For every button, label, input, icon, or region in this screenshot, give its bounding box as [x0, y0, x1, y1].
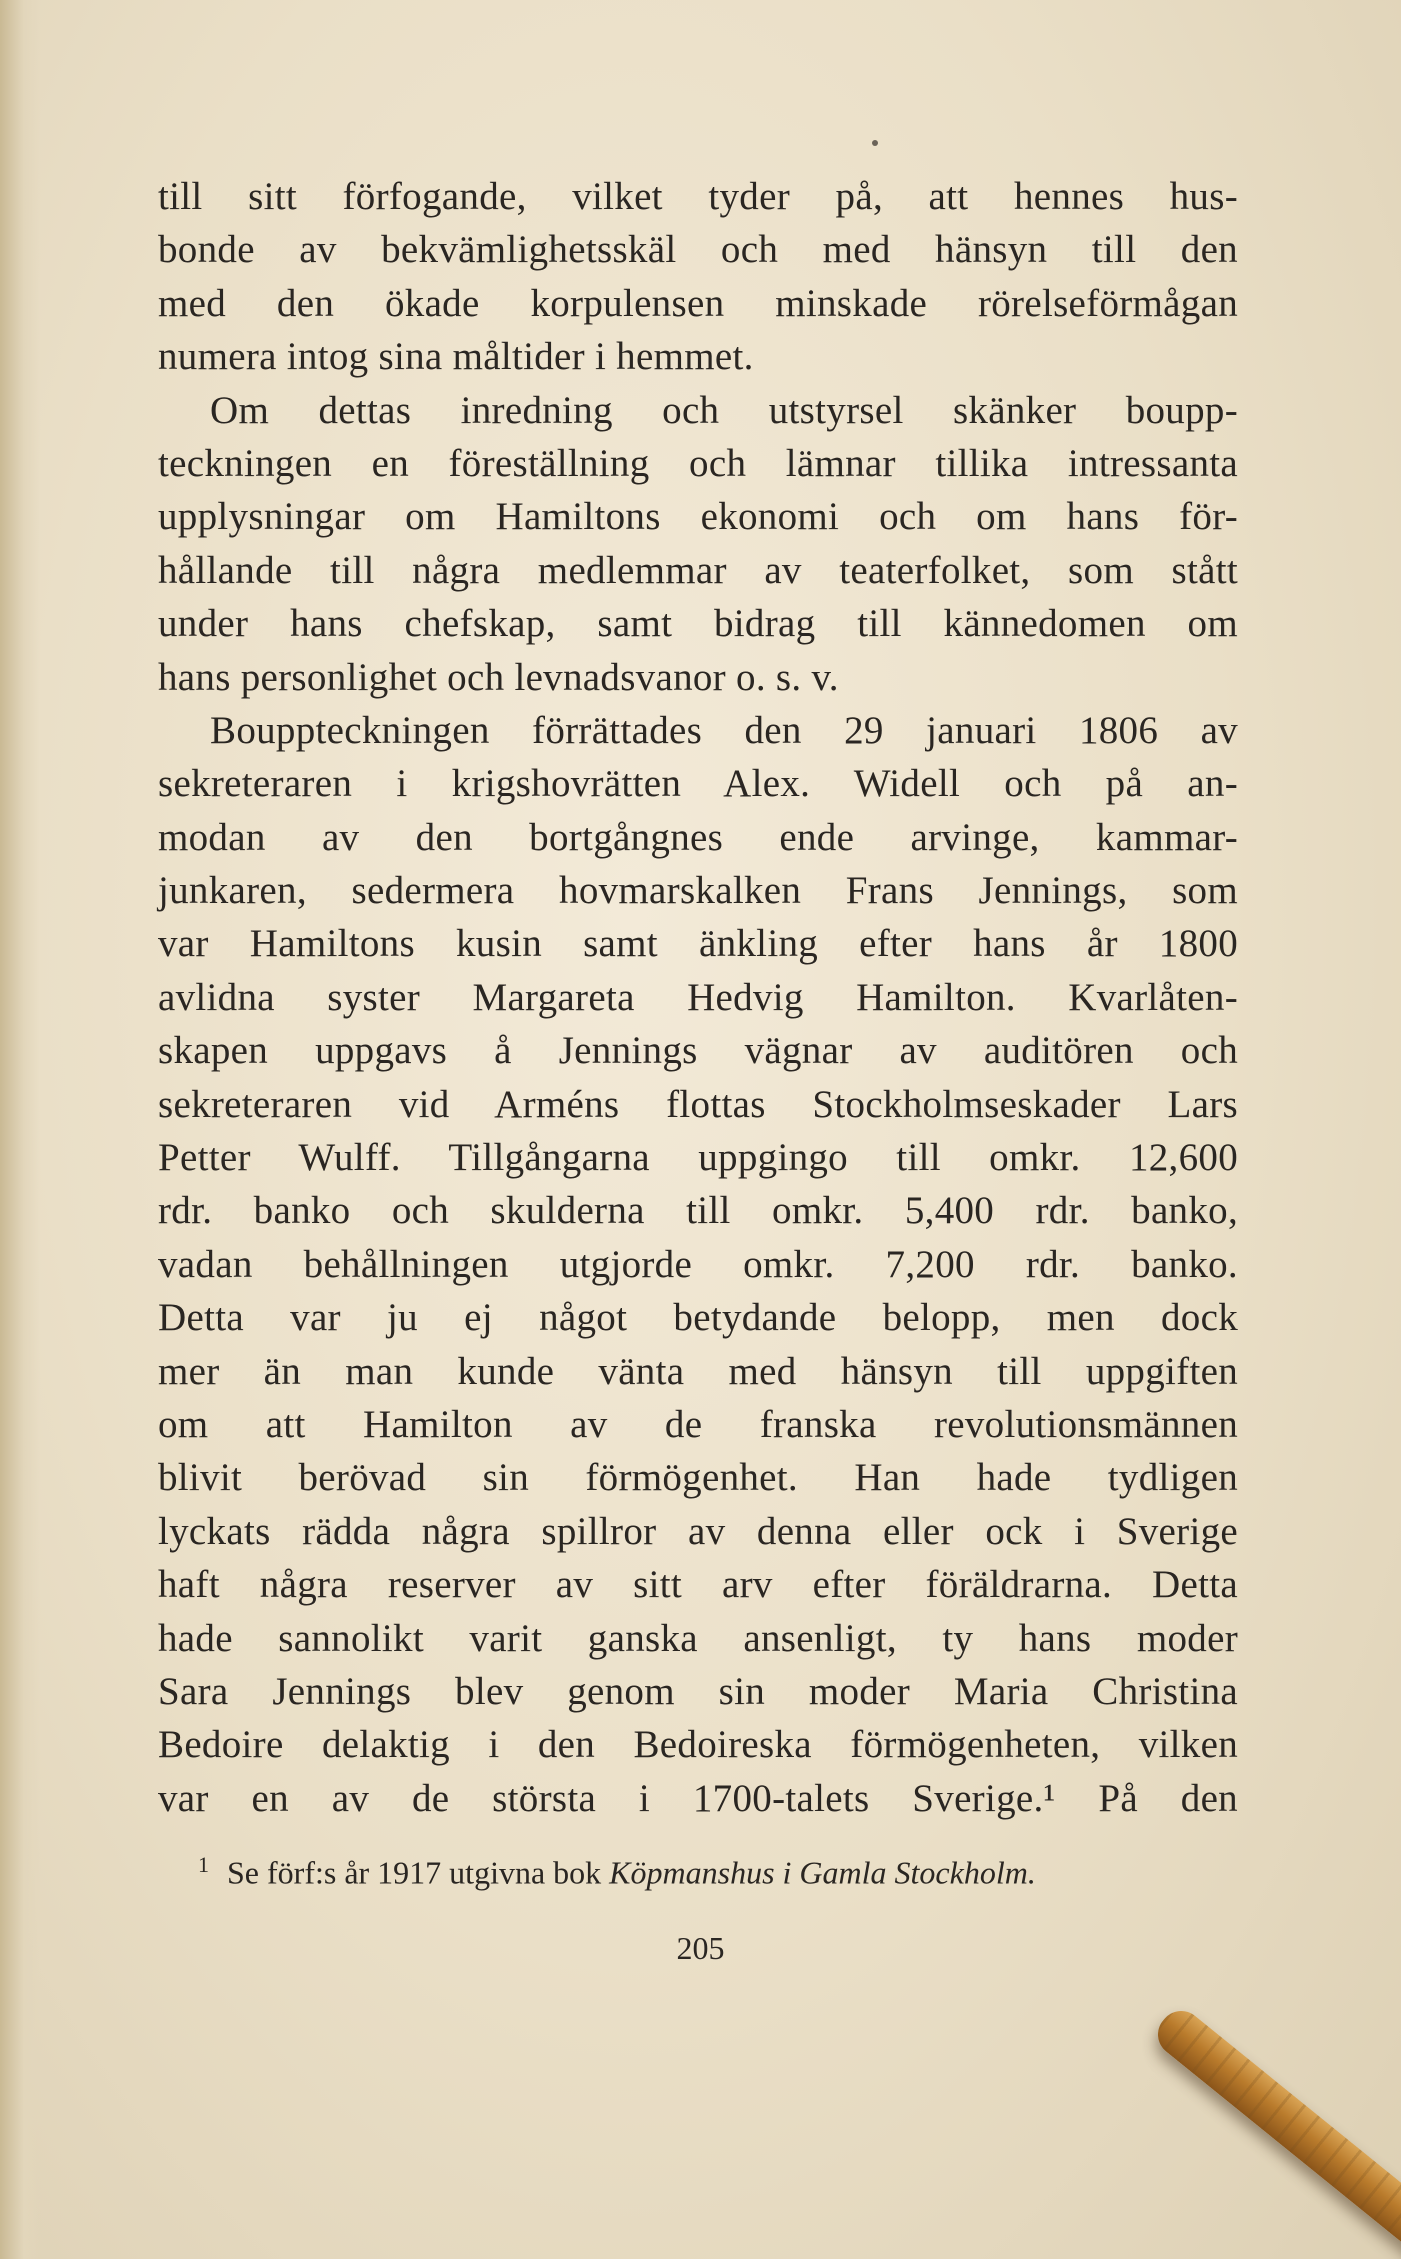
ink-speck	[872, 140, 878, 146]
text-line: rdr. banko och skulderna till omkr. 5,400 rdr. banko,	[158, 1189, 1238, 1233]
text-line: Petter Wulff. Tillgångarna uppgingo till omkr. 12,600	[158, 1136, 1238, 1180]
text-line: om att Hamilton av de franska revolutionsmännen	[158, 1402, 1238, 1446]
text-line: skapen uppgavs å Jennings vägnar av auditören och	[158, 1029, 1238, 1073]
text-line: haft några reserver av sitt arv efter föräldrarna. Detta	[158, 1563, 1238, 1607]
text-line: till sitt förfogande, vilket tyder på, att hennes hus-	[158, 175, 1238, 218]
text-line: var en av de största i 1700-talets Sverige.¹ På den	[158, 1776, 1238, 1820]
page-gutter-shadow	[0, 0, 40, 2259]
text-line: blivit berövad sin förmögenhet. Han hade tydligen	[158, 1456, 1238, 1500]
footnote-marker: 1	[198, 1852, 209, 1877]
body-text	[158, 170, 1238, 1825]
text-line: Sara Jennings blev genom sin moder Maria Christina	[158, 1669, 1238, 1713]
text-line: teckningen en föreställning och lämnar tillika intressanta	[158, 441, 1238, 485]
text-line: numera intog sina måltider i hemmet.	[158, 335, 754, 379]
text-line: hållande till några medlemmar av teaterfolket, som stått	[158, 548, 1238, 592]
text-line: lyckats rädda några spillror av denna eller ock i Sverige	[158, 1509, 1238, 1553]
text-line: var Hamiltons kusin samt änkling efter hans år 1800	[158, 922, 1238, 966]
text-line: Bedoire delaktig i den Bedoireska förmögenheten, vilken	[158, 1723, 1238, 1767]
text-line: sekreteraren i krigshovrätten Alex. Widell och på an-	[158, 762, 1238, 806]
text-line: bonde av bekvämlighetsskäl och med hänsyn till den	[158, 228, 1238, 272]
text-line: modan av den bortgångnes ende arvinge, kammar-	[158, 815, 1238, 859]
text-line: avlidna syster Margareta Hedvig Hamilton. Kvarlåten-	[158, 975, 1238, 1019]
text-line: sekreteraren vid Arméns flottas Stockholmseskader Lars	[158, 1082, 1238, 1126]
footnote	[198, 1852, 1248, 1892]
text-line: Bouppteckningen förrättades den 29 januari 1806 av	[210, 708, 1238, 752]
text-line: hans personlighet och levnadsvanor o. s. v.	[158, 655, 839, 699]
page-number: 205	[676, 1930, 725, 1966]
text-line: under hans chefskap, samt bidrag till kännedomen om	[158, 602, 1238, 646]
footnote-book-title: Köpmanshus i Gamla Stockholm.	[609, 1854, 1036, 1891]
wooden-pencil	[1149, 2002, 1401, 2259]
text-line: mer än man kunde vänta med hänsyn till uppgiften	[158, 1349, 1238, 1393]
text-line: junkaren, sedermera hovmarskalken Frans Jennings, som	[158, 869, 1238, 913]
text-line: med den ökade korpulensen minskade rörelseförmågan	[158, 281, 1238, 325]
text-line: hade sannolikt varit ganska ansenligt, ty hans moder	[158, 1616, 1238, 1660]
text-line: vadan behållningen utgjorde omkr. 7,200 rdr. banko.	[158, 1242, 1238, 1286]
text-line: Detta var ju ej något betydande belopp, men dock	[158, 1296, 1238, 1340]
text-line: Om dettas inredning och utstyrsel skänker boupp-	[210, 388, 1238, 432]
footnote-text: Se förf:s år 1917 utgivna bok	[227, 1854, 602, 1891]
text-line: upplysningar om Hamiltons ekonomi och om hans för-	[158, 495, 1238, 539]
